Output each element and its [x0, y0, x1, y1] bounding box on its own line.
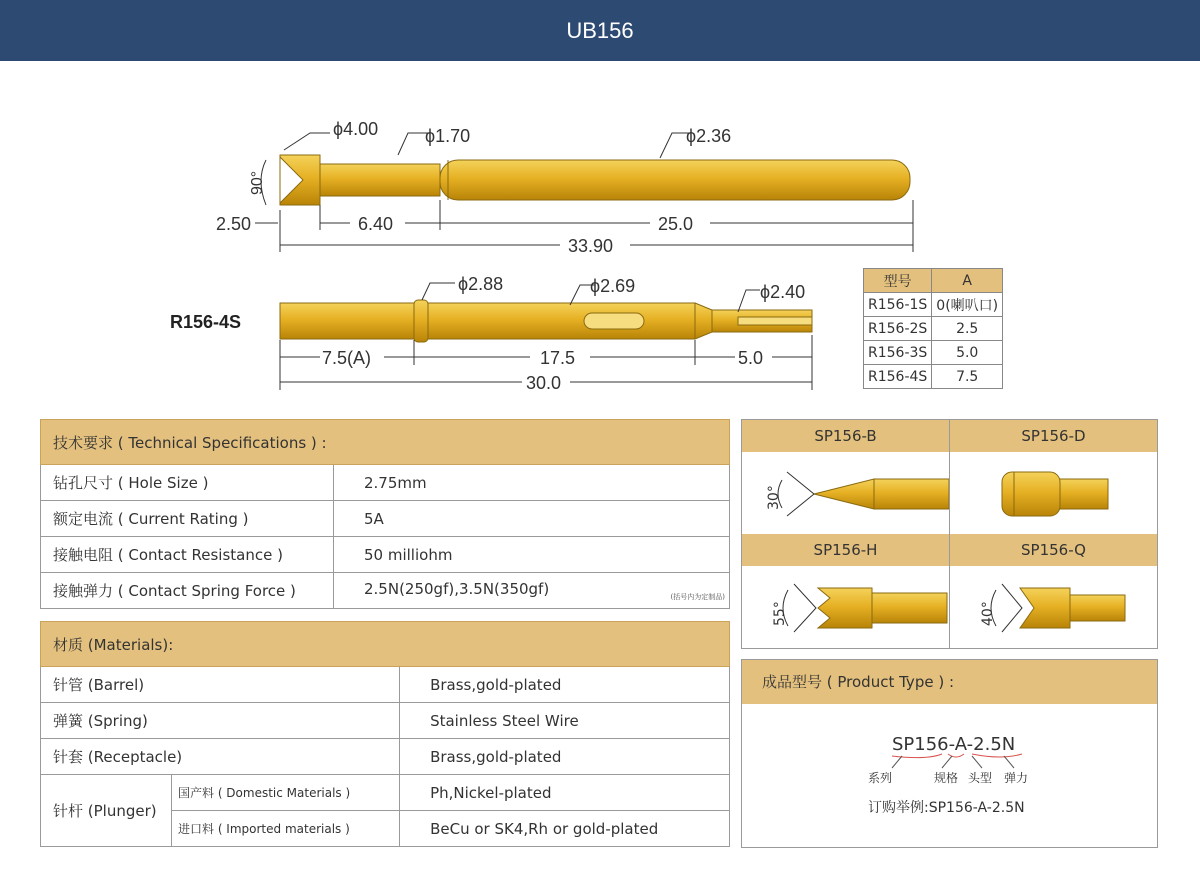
material-value: Brass,gold-plated	[400, 739, 730, 775]
receptacle-drawing	[280, 300, 812, 342]
specs-title: 技术要求 ( Technical Specifications ) :	[41, 420, 730, 465]
spec-value-cell	[334, 573, 730, 609]
dim-total-len: 33.90	[568, 236, 614, 256]
tip-angle: 55°	[772, 601, 788, 626]
cell: 2.5	[932, 317, 1003, 341]
tip-b-drawing	[742, 452, 949, 534]
material-value: BeCu or SK4,Rh or gold-plated	[400, 811, 730, 847]
tip-card	[742, 420, 950, 535]
probe-drawing	[280, 155, 910, 205]
tip-types-panel	[741, 419, 1158, 649]
cell: 0(喇叭口)	[932, 293, 1003, 317]
materials-title: 材质 (Materials):	[41, 622, 730, 667]
tip-card	[950, 420, 1157, 535]
product-type-title: 成品型号 ( Product Type ) :	[742, 660, 1157, 704]
spec-value: 50 milliohm	[334, 537, 730, 573]
spec-value: 2.75mm	[334, 465, 730, 501]
plunger-sub-label: 国产料 ( Domestic Materials )	[172, 775, 400, 811]
dim-d-body: ϕ2.36	[686, 126, 732, 146]
material-label: 针管 (Barrel)	[41, 667, 400, 703]
tip-angle: 30°	[766, 485, 782, 510]
rec-d-tail: ϕ2.40	[760, 282, 806, 302]
materials-table	[40, 621, 730, 847]
technical-drawing	[0, 62, 1200, 407]
tip-name: SP156-Q	[950, 534, 1157, 566]
material-value: Ph,Nickel-plated	[400, 775, 730, 811]
spec-label: 钻孔尺寸 ( Hole Size )	[41, 465, 334, 501]
spec-value: 2.5N(250gf),3.5N(350gf)	[364, 579, 550, 598]
product-code: SP156-A-2.5N	[892, 734, 1016, 755]
tip-name: SP156-D	[950, 420, 1157, 452]
dim-body-len: 25.0	[658, 214, 694, 234]
plunger-sub-label: 进口料 ( Imported materials )	[172, 811, 400, 847]
cell: R156-4S	[864, 365, 932, 389]
cell: R156-3S	[864, 341, 932, 365]
rec-dim-tail: 5.0	[738, 348, 764, 368]
tip-angle: 40°	[980, 601, 996, 626]
dim-angle: 90°	[249, 170, 266, 195]
tip-h-drawing	[742, 566, 949, 648]
cell: R156-1S	[864, 293, 932, 317]
spec-value: 5A	[334, 501, 730, 537]
plunger-label: 针杆 (Plunger)	[41, 775, 172, 847]
rec-d-body: ϕ2.69	[590, 276, 636, 296]
dim-head-len: 2.50	[216, 214, 252, 234]
page-title: UB156	[566, 18, 634, 43]
spec-label: 接触弹力 ( Contact Spring Force )	[41, 573, 334, 609]
cell: 5.0	[932, 341, 1003, 365]
tip-name: SP156-H	[742, 534, 949, 566]
header-bar	[0, 0, 1200, 61]
material-value: Brass,gold-plated	[400, 667, 730, 703]
legend-series: 系列	[868, 771, 893, 785]
tip-name: SP156-B	[742, 420, 949, 452]
rec-d-ring: ϕ2.88	[458, 274, 504, 294]
tip-d-drawing	[950, 452, 1157, 534]
tip-q-drawing	[950, 566, 1157, 648]
material-value: Stainless Steel Wire	[400, 703, 730, 739]
spec-label: 接触电阻 ( Contact Resistance )	[41, 537, 334, 573]
spec-note: (括号内为定制品)	[670, 592, 725, 601]
dim-neck-len: 6.40	[358, 214, 394, 234]
receptacle-size-table	[863, 268, 1003, 389]
tip-card	[950, 534, 1157, 648]
dim-d-neck: ϕ1.70	[425, 126, 471, 146]
col-header: 型号	[864, 269, 932, 293]
cell: 7.5	[932, 365, 1003, 389]
rec-dim-mid: 17.5	[540, 348, 576, 368]
dim-d-head: ϕ4.00	[333, 119, 379, 139]
order-example: 订购举例:SP156-A-2.5N	[868, 800, 1025, 816]
product-type-diagram	[742, 704, 1157, 844]
product-type-panel	[741, 659, 1158, 848]
legend-force: 弹力	[1004, 771, 1029, 785]
spec-label: 额定电流 ( Current Rating )	[41, 501, 334, 537]
receptacle-name: R156-4S	[170, 312, 242, 332]
rec-dim-a: 7.5(A)	[322, 348, 372, 368]
cell: R156-2S	[864, 317, 932, 341]
rec-dim-total: 30.0	[526, 373, 562, 393]
material-label: 针套 (Receptacle)	[41, 739, 400, 775]
legend-head: 头型	[968, 771, 993, 785]
technical-specs-table	[40, 419, 730, 609]
tip-card	[742, 534, 950, 648]
material-label: 弹簧 (Spring)	[41, 703, 400, 739]
legend-spec: 规格	[934, 771, 959, 785]
col-header: A	[932, 269, 1003, 293]
